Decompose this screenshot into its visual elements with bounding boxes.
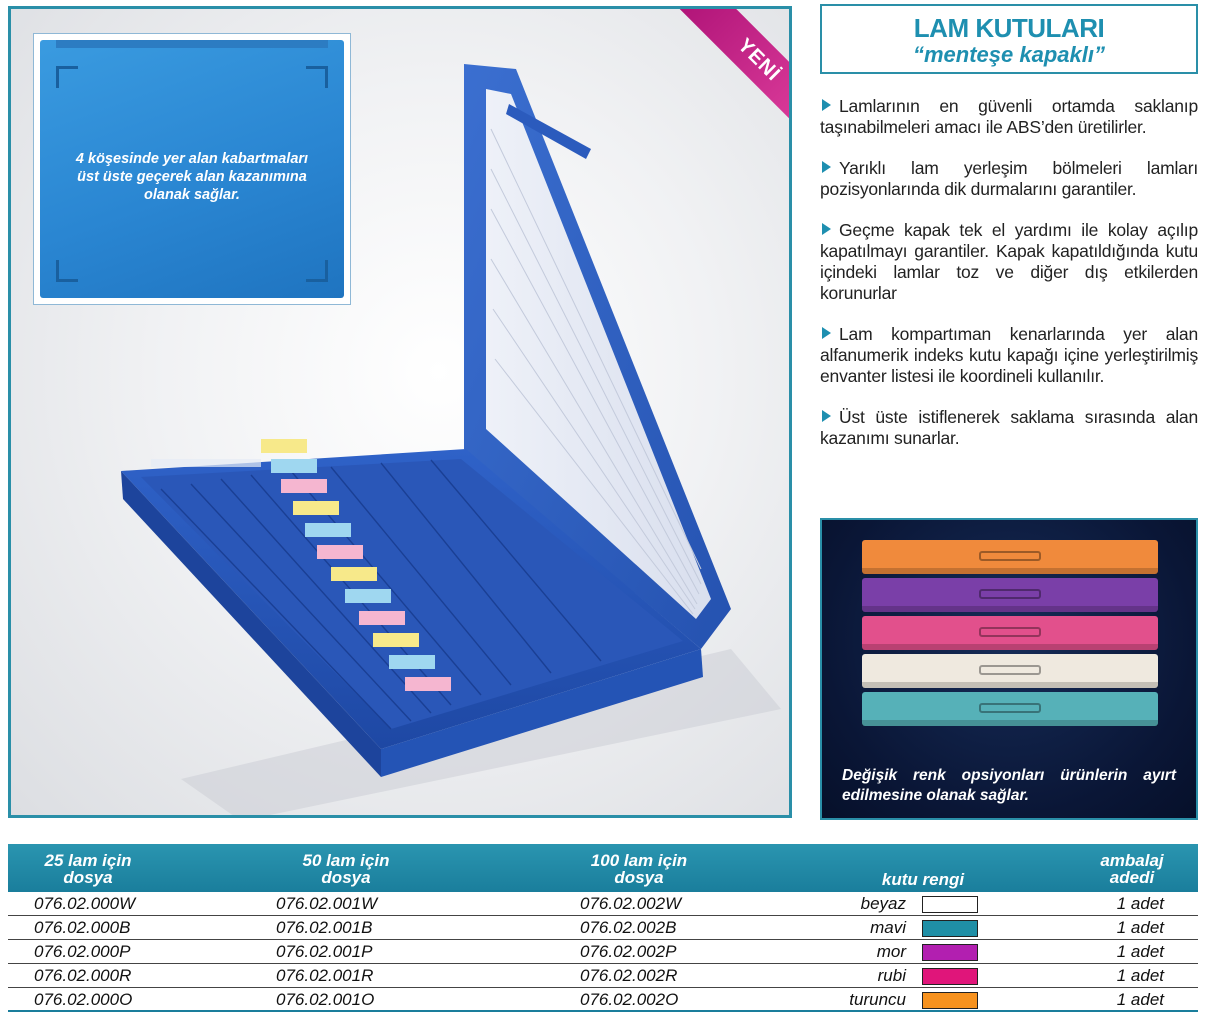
lid-hinge — [56, 40, 328, 48]
cell-50-code: 076.02.001P — [276, 942, 373, 961]
cell-color-name: mor — [876, 942, 906, 961]
cell-25-code: 076.02.000R — [34, 966, 132, 985]
cell-50-code: 076.02.001W — [276, 894, 378, 913]
table-row — [8, 988, 1198, 1012]
col-header-50: 50 lam için dosya — [302, 851, 390, 887]
color-swatch — [922, 896, 978, 913]
cell-100-code: 076.02.002R — [580, 966, 678, 985]
color-swatch — [922, 920, 978, 937]
cell-25-code: 076.02.000W — [34, 894, 136, 913]
cell-50-code: 076.02.001R — [276, 966, 374, 985]
new-badge — [662, 6, 792, 136]
cell-qty: 1 adet — [1116, 918, 1164, 937]
table-row — [8, 964, 1198, 988]
cell-50-code: 076.02.001B — [276, 918, 373, 937]
cell-qty: 1 adet — [1116, 894, 1164, 913]
inset-caption: 4 köşesinde yer alan kabartmaları üst üste geçerek alan kazanımına olanak sağlar. — [75, 151, 309, 203]
col-header-qty: ambalaj adedi — [1100, 851, 1164, 887]
stacked-box — [862, 578, 1158, 612]
stacked-box — [862, 540, 1158, 574]
cell-50-code: 076.02.001O — [276, 990, 375, 1009]
product-photo — [8, 6, 792, 818]
color-swatch — [922, 968, 978, 985]
color-options-caption: Değişik renk opsiyonları ürünlerin ayırt edilmesine olanak sağlar. — [842, 767, 1176, 804]
page-subtitle: “menteşe kapaklı” — [913, 42, 1105, 67]
col-header-color: kutu rengi — [881, 870, 965, 889]
feature-item: Lam kompartıman kenarlarında yer alan alfanumerik indeks kutu kapağı içine yerleştirilmiş envanter listesi ile koordineli kullanılır. — [820, 324, 1198, 386]
lid-closeup — [40, 40, 344, 298]
lid-corner-inset — [33, 33, 351, 305]
cell-100-code: 076.02.002W — [580, 894, 682, 913]
cell-25-code: 076.02.000O — [34, 990, 133, 1009]
arrow-right-icon — [822, 410, 831, 422]
cell-100-code: 076.02.002B — [580, 918, 677, 937]
stacked-box — [862, 616, 1158, 650]
arrow-right-icon — [822, 161, 831, 173]
cell-color-name: turuncu — [849, 990, 906, 1009]
col-header-100: 100 lam için dosya — [590, 851, 688, 887]
feature-item: Geçme kapak tek el yardımı ile kolay açılıp kapatılmayı garantiler. Kapak kapatıldığında kutu içindeki lamlar toz ve diğer dış etkilerden korunurlar — [820, 220, 1198, 303]
feature-item: Lamlarının en güvenli ortamda saklanıp taşınabilmeleri amacı ile ABS’den üretilirler. — [820, 96, 1198, 137]
corner-emboss-icon — [56, 66, 78, 88]
cell-qty: 1 adet — [1116, 966, 1164, 985]
stacked-box — [862, 654, 1158, 688]
cell-25-code: 076.02.000B — [34, 918, 131, 937]
table-body — [8, 892, 1198, 1012]
arrow-right-icon — [822, 223, 831, 235]
table-header — [8, 844, 1198, 892]
order-table — [8, 844, 1198, 1012]
col-header-25: 25 lam için dosya — [44, 851, 132, 887]
corner-emboss-icon — [306, 260, 328, 282]
feature-list — [820, 96, 1198, 469]
feature-item: Üst üste istiflenerek saklama sırasında alan kazanımı sunarlar. — [820, 407, 1198, 448]
cell-qty: 1 adet — [1116, 942, 1164, 961]
stacked-boxes-illustration — [822, 520, 1198, 760]
feature-item: Yarıklı lam yerleşim bölmeleri lamları pozisyonlarında dik durmalarını garantiler. — [820, 158, 1198, 199]
cell-100-code: 076.02.002P — [580, 942, 677, 961]
corner-emboss-icon — [306, 66, 328, 88]
cell-color-name: beyaz — [860, 894, 906, 913]
table-row — [8, 916, 1198, 940]
cell-100-code: 076.02.002O — [580, 990, 679, 1009]
stacked-box — [862, 692, 1158, 726]
title-box — [820, 4, 1198, 74]
corner-emboss-icon — [56, 260, 78, 282]
table-row — [8, 892, 1198, 916]
cell-25-code: 076.02.000P — [34, 942, 131, 961]
table-row — [8, 940, 1198, 964]
arrow-right-icon — [822, 99, 831, 111]
cell-color-name: mavi — [870, 918, 906, 937]
cell-qty: 1 adet — [1116, 990, 1164, 1009]
color-swatch — [922, 944, 978, 961]
color-swatch — [922, 992, 978, 1009]
cell-color-name: rubi — [877, 966, 906, 985]
color-options-photo — [820, 518, 1198, 820]
new-badge-label: YENİ — [678, 6, 792, 136]
arrow-right-icon — [822, 327, 831, 339]
page-title: LAM KUTULARI — [913, 13, 1105, 43]
